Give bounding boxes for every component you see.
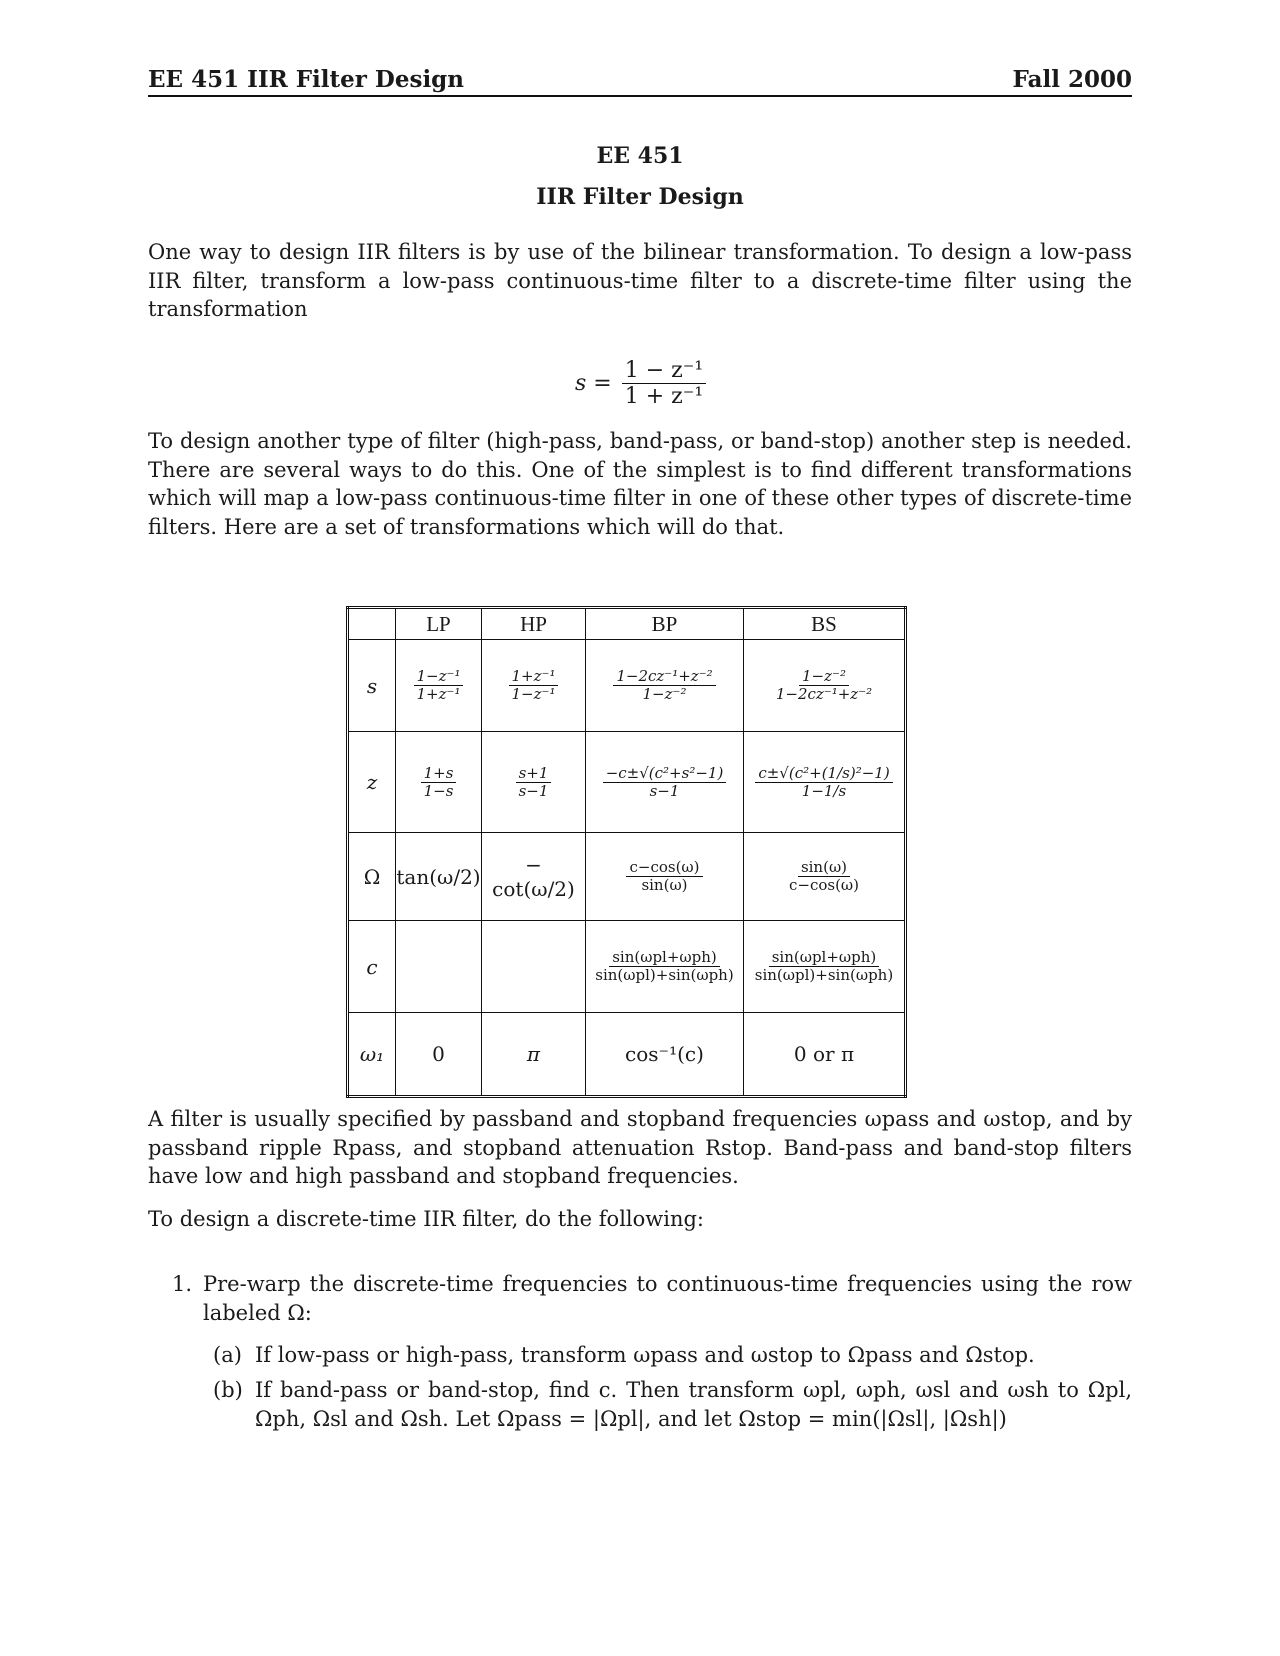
document-title-line1: EE 451 [596,143,684,169]
table-cell: π [482,1013,586,1097]
table-row-z [348,732,906,833]
spec-paragraph: A filter is usually specified by passband and stopband frequencies ωpass and ωstop, and by passband ripple Rpass, and stopband attenuation Rstop. Band-pass and band-stop filters have low and high passband and stopband frequencies. [148,1107,1132,1188]
table-cell: $\frac{\text{1−z⁻²}}{\text{1−2cz⁻¹+z⁻²}}$ [744,640,906,732]
equation-numerator: 1 − z⁻¹ [622,358,706,384]
step-text: Pre-warp the discrete-time frequencies to continuous-time frequencies using the row labeled Ω: [203,1272,1132,1325]
corner-cell [348,608,396,640]
substep-text: If low-pass or high-pass, transform ωpass and ωstop to Ωpass and Ωstop. [255,1343,1035,1367]
second-paragraph: To design another type of filter (high-pass, band-pass, or band-stop) another step is needed. There are several ways to do this. One of the simplest is to find different transformations which will map a low-pass continuous-time filter in one of these other types of discrete-time filters. Here are a set of transformations which will do that. [148,429,1132,539]
substep-label: (a) [213,1343,242,1367]
table-row-w1 [348,1013,906,1097]
document-title-line2: IIR Filter Design [536,184,744,210]
table-cell: 0 or π [744,1013,906,1097]
equation-fraction [622,358,706,409]
equation-denominator: 1 + z⁻¹ [624,384,704,409]
table-cell: $\frac{\text{1−z⁻¹}}{\text{1+z⁻¹}}$ [396,640,482,732]
table-cell: $\frac{s+1}{s-1}$ [482,732,586,833]
table-cell: $\frac{\text{sin(ωpl+ωph)}}{\text{sin(ωpl)+sin(ωph)}}$ [586,921,744,1013]
table-cell: $\frac{\text{1−2cz⁻¹+z⁻²}}{\text{1−z⁻²}}$ [586,640,744,732]
table-header-row [348,608,906,640]
table-cell: cos⁻¹(c) [586,1013,744,1097]
table-cell: 0 [396,1013,482,1097]
header-course-title: EE 451 IIR Filter Design [148,66,464,93]
running-header [148,66,1132,97]
table-cell: $\frac{c-\cos(\omega)}{\sin(\omega)}$ [586,833,744,921]
table-cell: $\frac{\sin(\omega)}{c-\cos(\omega)}$ [744,833,906,921]
table-row-omega [348,833,906,921]
table-row-c [348,921,906,1013]
column-header: BS [744,608,906,640]
table-cell [396,921,482,1013]
table-cell: $\frac{\text{sin(ωpl+ωph)}}{\text{sin(ωpl)+sin(ωph)}}$ [744,921,906,1013]
row-label: ω₁ [348,1013,396,1097]
table-cell: $\frac{1+s}{1-s}$ [396,732,482,833]
column-header: LP [396,608,482,640]
step-number: 1. [172,1272,193,1296]
row-label: z [348,732,396,833]
table-cell: tan(ω/2) [396,833,482,921]
table-cell: $\frac{\text{−c±√(c²+s²−1)}}{s-1}$ [586,732,744,833]
table-cell [482,921,586,1013]
transformation-table [346,606,907,1098]
column-header: HP [482,608,586,640]
column-header: BP [586,608,744,640]
table-cell: $\frac{\text{c±√(c²+(1/s)²−1)}}{1-1/s}$ [744,732,906,833]
procedure-intro: To design a discrete-time IIR filter, do the following: [148,1207,704,1231]
substep-text: If band-pass or band-stop, find c. Then transform ωpl, ωph, ωsl and ωsh to Ωpl, Ωph, Ωsl and Ωsh. Let Ωpass = |Ωpl|, and let Ωstop = min(|Ωsl|, |Ωsh|) [255,1378,1132,1431]
row-label: s [348,640,396,732]
row-label: c [348,921,396,1013]
table-cell: − cot(ω/2) [482,833,586,921]
bilinear-equation [575,358,706,409]
substep-label: (b) [213,1378,243,1402]
header-term: Fall 2000 [1012,66,1132,93]
table-row-s [348,640,906,732]
equation-lhs: s = [575,371,612,396]
intro-paragraph: One way to design IIR filters is by use of the bilinear transformation. To design a low-pass IIR filter, transform a low-pass continuous-time filter to a discrete-time filter using the transformation [148,240,1132,321]
row-label: Ω [348,833,396,921]
table-cell: $\frac{\text{1+z⁻¹}}{\text{1−z⁻¹}}$ [482,640,586,732]
